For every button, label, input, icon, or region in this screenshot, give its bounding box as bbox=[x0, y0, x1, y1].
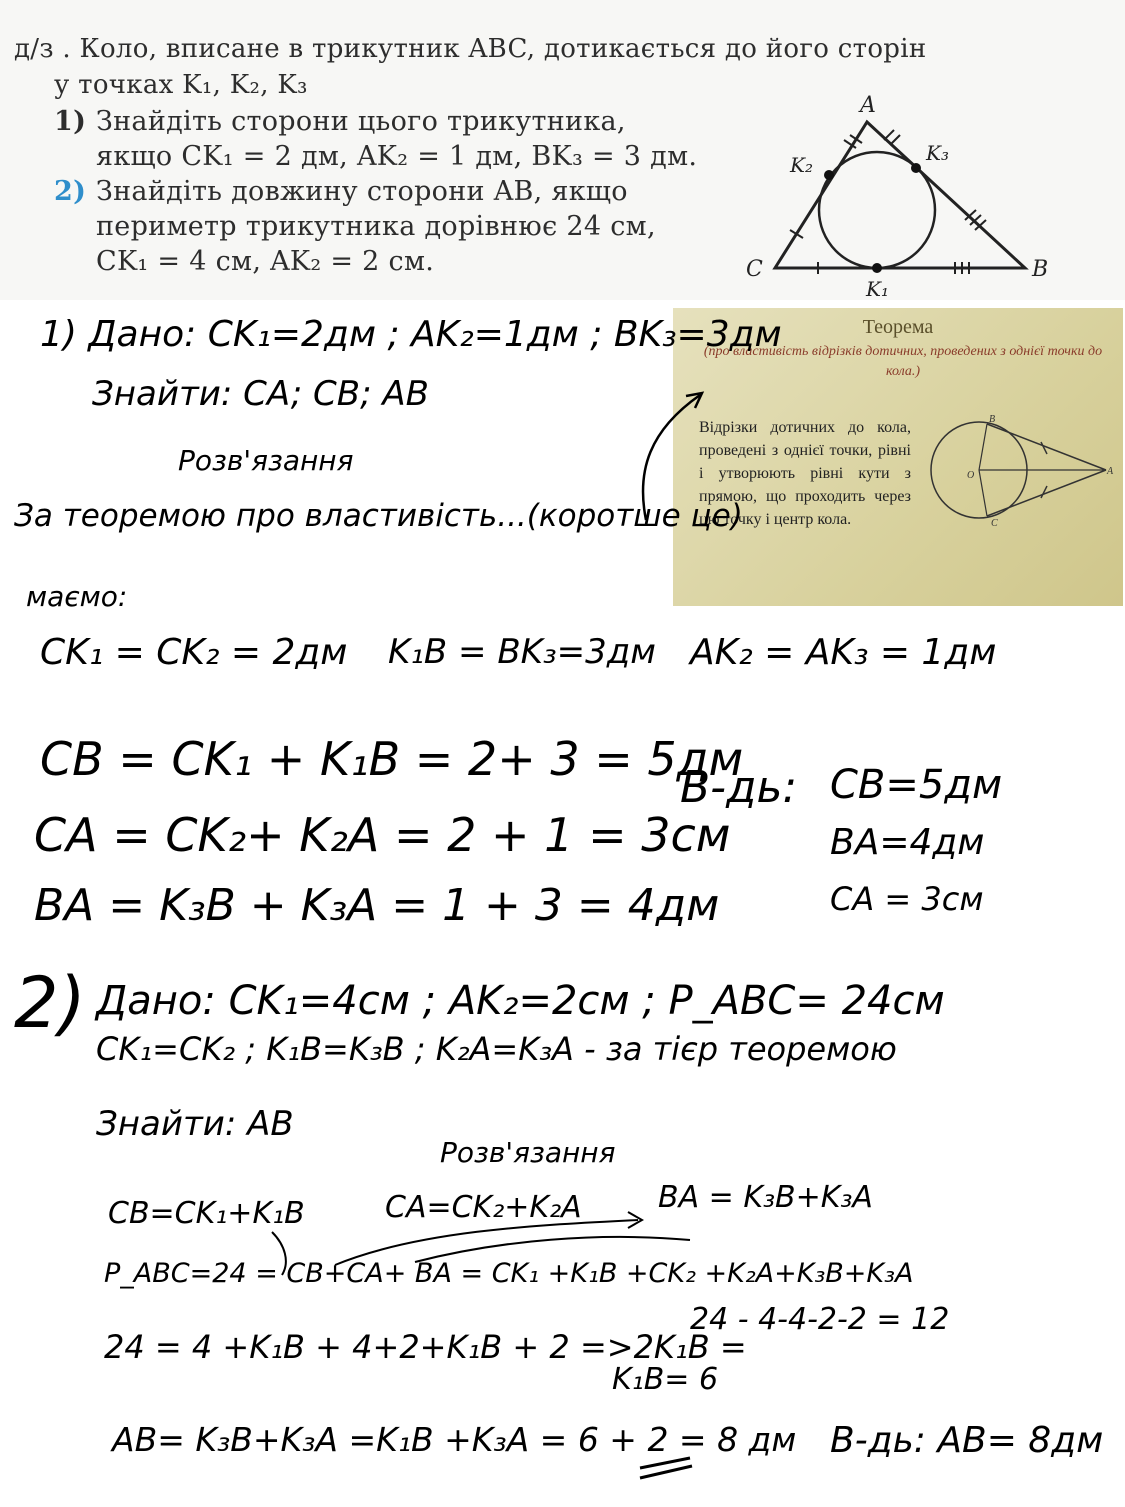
part2-given: Дано: CK₁=4см ; AK₂=2см ; P_ABC= 24см bbox=[96, 978, 945, 1024]
task-intro: д/з . Коло, вписане в трикутник ABC, дотикається до його сторін bbox=[14, 34, 927, 64]
point-k1-label: K₁ bbox=[866, 277, 889, 300]
point-k3-label: K₃ bbox=[926, 141, 949, 165]
part1-solution-heading: Розв'язання bbox=[178, 444, 354, 477]
task-intro-points: у точках K₁, K₂, K₃ bbox=[54, 70, 308, 100]
task-1-number: 1) bbox=[54, 106, 87, 137]
part1-theorem-note: За теоремою про властивість...(коротше це) bbox=[14, 498, 743, 534]
part2-perimeter: P_ABC=24 = CB+CA+ BA = CK₁ +K₁B +CK₂ +K₂A+K₃B+K₃A bbox=[104, 1258, 914, 1289]
part2-number: 2) bbox=[14, 962, 86, 1044]
external-point-a-label: A bbox=[1107, 466, 1114, 477]
part2-ab-calculation: AB= K₃B+K₃A =K₁B +K₃A = 6 + 2 = 8 дм bbox=[112, 1420, 797, 1459]
eq-cb: CB = CK₁ + K₁B = 2+ 3 = 5дм bbox=[40, 732, 744, 786]
task-2-line3: CK₁ = 4 см, AK₂ = 2 см. bbox=[96, 246, 435, 277]
tangent-point-b-label: B bbox=[989, 414, 996, 425]
answer2: В-дь: AB= 8дм bbox=[830, 1420, 1104, 1461]
part2-cb-formula: CB=CK₁+K₁B bbox=[108, 1196, 305, 1231]
eq-ak2-ak3: AK₂ = AK₃ = 1дм bbox=[690, 632, 997, 673]
part2-equalities: CK₁=CK₂ ; K₁B=K₃B ; K₂A=K₃A - за тієр теоремою bbox=[96, 1030, 897, 1068]
eq-ck1-ck2: CK₁ = CK₂ = 2дм bbox=[40, 632, 348, 673]
center-o-label: O bbox=[967, 470, 975, 481]
theorem-title: Теорема bbox=[862, 316, 934, 338]
eq-ba: BA = K₃B + K₃A = 1 + 3 = 4дм bbox=[34, 880, 720, 931]
task-1-line2: якщо CK₁ = 2 дм, AK₂ = 1 дм, BK₃ = 3 дм. bbox=[96, 141, 698, 172]
answer1-cb: CB=5дм bbox=[830, 762, 1003, 808]
vertex-b-label: B bbox=[1032, 257, 1049, 282]
theorem-subtitle: (про властивість відрізків дотичних, проведених з однієї точки до кола.) bbox=[703, 344, 1103, 379]
part1-given: 1) Дано: CK₁=2дм ; AK₂=1дм ; BK₃=3дм bbox=[40, 314, 782, 355]
eq-ca: CA = CK₂+ K₂A = 2 + 1 = 3см bbox=[34, 808, 731, 862]
part2-find: Знайти: AB bbox=[96, 1104, 294, 1144]
tangent-point-c-label: C bbox=[991, 518, 998, 528]
task-2-number: 2) bbox=[54, 176, 87, 207]
part1-have: маємо: bbox=[26, 580, 128, 613]
task-1-line1: Знайдіть сторони цього трикутника, bbox=[96, 106, 626, 137]
part2-solution-heading: Розв'язання bbox=[440, 1136, 616, 1169]
theorem-body: Відрізки дотичних до кола, проведені з однієї точки, рівні і утворюють рівні кути з прямою, що проходить через цю точку і центр кола. bbox=[699, 419, 911, 528]
answer1-ba: BA=4дм bbox=[830, 822, 985, 863]
vertex-c-label: C bbox=[746, 257, 763, 282]
part2-equation: 24 = 4 +K₁B + 4+2+K₁B + 2 =>2K₁B = bbox=[104, 1328, 747, 1366]
task-2-line1: Знайдіть довжину сторони AB, якщо bbox=[96, 176, 628, 207]
part2-ca-formula: CA=CK₂+K₂A bbox=[385, 1190, 582, 1225]
part2-ba-formula: BA = K₃B+K₃A bbox=[658, 1180, 873, 1215]
task-2-line2: периметр трикутника дорівнює 24 см, bbox=[96, 211, 656, 242]
part1-find: Знайти: CA; CB; AB bbox=[92, 374, 429, 414]
vertex-a-label: A bbox=[860, 93, 876, 118]
eq-k1b-bk3: K₁B = BK₃=3дм bbox=[388, 632, 656, 672]
answer1-label: В-дь: bbox=[680, 762, 798, 813]
point-k2-label: K₂ bbox=[790, 153, 813, 177]
part2-calculation: 24 - 4-4-2-2 = 12 bbox=[690, 1302, 950, 1337]
part2-k1b-result: K₁B= 6 bbox=[612, 1362, 719, 1397]
answer1-ca: CA = 3см bbox=[830, 880, 984, 918]
